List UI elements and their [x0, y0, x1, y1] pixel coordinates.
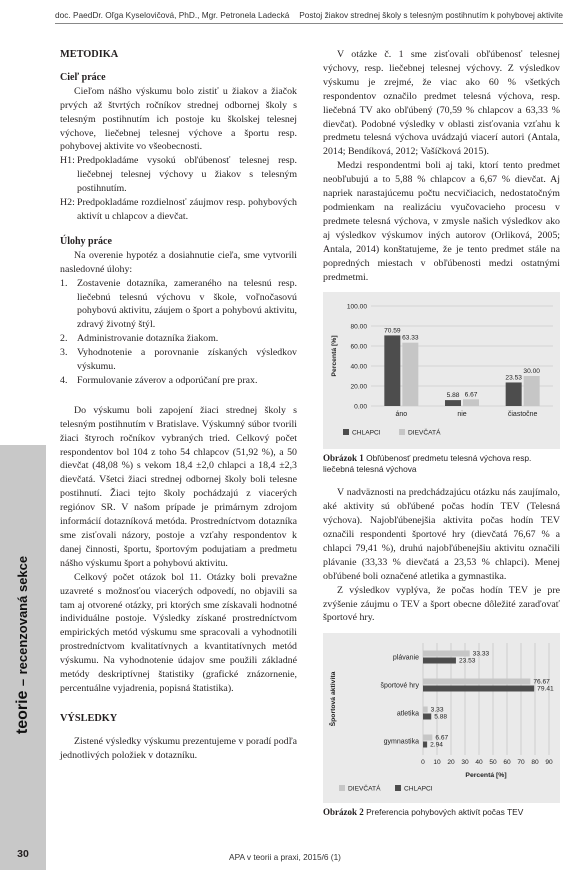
task-item — [60, 277, 297, 333]
legend-label: CHLAPCI — [352, 429, 381, 437]
tasks-intro: Na overenie hypotéz a dosiahnutie cieľa, sme vytvorili nasledovné úlohy: — [60, 249, 297, 275]
figure-2 — [323, 633, 560, 803]
task-item — [60, 346, 297, 374]
hypothesis-item — [60, 154, 297, 196]
figure-1-caption-text: Obľúbenosť predmetu telesná výchova resp. liečebná telesná výchova — [323, 453, 532, 475]
right-column — [323, 48, 560, 818]
sidebar-section: teorie — [14, 690, 31, 735]
bar-dievčatá — [463, 400, 479, 407]
x-tick-label: áno — [395, 411, 408, 419]
x-tick-label: 80 — [531, 759, 539, 767]
data-label: 6.67 — [435, 734, 449, 742]
data-label: 63.33 — [402, 335, 419, 343]
figure-1-label: Obrázok 1 — [323, 453, 364, 464]
activity-preference-chart — [323, 633, 560, 798]
header-authors: doc. PaedDr. Oľga Kyselovičová, PhD., Mgr. Petronela Ladecká — [55, 10, 290, 20]
x-tick-label: 10 — [433, 759, 441, 767]
tasks-heading: Úlohy práce — [60, 235, 112, 247]
bar-dievčatá — [402, 343, 418, 406]
page-footer: APA v teorii a praxi, 2015/6 (1) — [229, 852, 341, 862]
y-tick-label: športové hry — [380, 682, 419, 690]
figure-2-caption — [323, 807, 560, 818]
bar-chlapci — [423, 658, 456, 664]
x-axis-title: Percentá [%] — [465, 772, 507, 780]
hypothesis-key: H2: — [60, 197, 75, 209]
task-text: Formulovanie záverov a odporúčaní pre prax. — [77, 374, 258, 386]
legend-swatch — [399, 429, 405, 435]
pe-popularity-paragraph: V otázke č. 1 sme zisťovali obľúbenosť telesnej výchovy, resp. liečebnej telesnej výchovy. Z výsledkov výskumu je zrejmé, že viac ako 60 % všetkých respondentov označilo predmet telesná výchova, resp. liečebná TV ako obľúbený (70,59 % chlapcov a 63,33 % dievčat). Podobné výsledky v oblasti zisťovania vzťahu k predmetu telesná výchova uvádzajú viacerí autori (Antala, 2014; Bendíková, 2012; Vašíčková 2015). — [323, 49, 560, 158]
data-label: 70.59 — [384, 327, 401, 335]
activities-paragraph: V nadväznosti na predchádzajúcu otázku nás zaujímalo, aké aktivity sú obľúbené počas hodín TEV (Telesná výchova). Najobľúbenejšia aktivita počas hodín TEV označili respondenti športové hry (dievčatá 76,67 % a chlapci 79,41 %), druhú najobľúbenejšiu aktivitu označili plávanie (33,33 % dievčatá a 23,53 % chlapci). Menej obľúbené boli označené atletika a gymnastika. — [323, 487, 560, 582]
y-axis-title: Športová aktivita — [330, 671, 337, 727]
x-tick-label: 50 — [489, 759, 497, 767]
bar-chlapci — [384, 336, 400, 407]
sample-paragraph: Do výskumu boli zapojení žiaci strednej školy s telesným postihnutím v Bratislave. Výskumný súbor tvorili žiaci štyroch ročníkov vybraných tried. Celkový počet respondentov bol 104 z toho 54 chlapcov (51,92 %), a 50 dievčat (48,08 %) s vekom 18,4 ±2,0 chlapci a 18,4 ±2,3 dievčatá. Všetci žiaci strednej odbornej školy boli telesne postihnutí. Žiaci tejto školy pochádzajú z viacerých regiónov SR. V našom prípade je primárnym zdrojom informácií dotazníková metóda. Prostredníctvom dotazníka sme zisťovali názory, postoje a vzťahy respondentov k danej činnosti, športu, športovým podujatiam a predmetu nášho výskumu šport a pohybovú aktivitu. — [60, 404, 297, 569]
legend-swatch — [395, 785, 401, 791]
data-label: 6.67 — [464, 391, 478, 399]
data-label: 79.41 — [537, 685, 554, 693]
x-tick-label: čiastočne — [507, 411, 538, 419]
task-number: 2. — [60, 333, 68, 345]
results-paragraph: Zistené výsledky výskumu prezentujeme v poradí podľa jednotlivých položiek v dotazníku. — [60, 735, 297, 761]
legend-label: CHLAPCI — [404, 785, 433, 793]
y-tick-label: 100.00 — [346, 303, 367, 311]
section-sidebar — [0, 445, 46, 870]
bar-chlapci — [423, 686, 534, 692]
hypothesis-key: H1: — [60, 155, 75, 167]
running-header — [55, 8, 563, 24]
x-tick-label: 20 — [447, 759, 455, 767]
y-tick-label: 80.00 — [350, 323, 367, 331]
y-tick-label: gymnastika — [383, 738, 419, 746]
data-label: 5.88 — [434, 713, 448, 721]
legend-label: DIEVČATÁ — [348, 785, 381, 793]
left-column — [60, 48, 297, 763]
questions-paragraph: Celkový počet otázok bol 11. Otázky boli prevažne uzavreté s možnosťou viacerých odpovedí, no objavili sa tam aj otvorené otázky, pri ktorých sme získavali hodnotné individuálne postoje. Výsledky získané prostredníctvom empirických metód výskumu sme spracovali a vyhodnotili prostredníctvom kvalitatívnych a kvantitatívnych metód výskumu. Na vyhodnotenie údajov sme použili základné metódy deskriptívnej štatistiky (grafické znázornenie, percentuálne vyjadrenia, popisná štatistika). — [60, 571, 297, 694]
pe-popularity-chart — [323, 292, 560, 444]
hypothesis-item — [60, 196, 297, 224]
bar-dievčatá — [423, 707, 428, 713]
x-tick-label: nie — [457, 411, 467, 419]
bar-chlapci — [506, 383, 522, 407]
x-tick-label: 40 — [475, 759, 483, 767]
task-number: 4. — [60, 374, 68, 386]
conclusion-paragraph: Z výsledkov vyplýva, že počas hodín TEV je pre zvýšenie záujmu o TEV a šport obecne dôležité zaraďovať športové hry. — [323, 584, 560, 624]
figure-1 — [323, 292, 560, 449]
task-number: 1. — [60, 277, 68, 289]
bar-dievčatá — [423, 679, 530, 685]
results-heading: VÝSLEDKY — [60, 712, 118, 724]
data-label: 3.33 — [430, 706, 444, 714]
task-item — [60, 374, 297, 388]
page-number: 30 — [17, 848, 29, 860]
data-label: 2.94 — [430, 741, 443, 749]
hypothesis-text: Predpokladáme vysokú obľúbenosť telesnej resp. liečebnej telesnej výchovy u žiakov s telesným postihnutím. — [77, 155, 297, 195]
task-item — [60, 332, 297, 346]
y-tick-label: 40.00 — [350, 363, 367, 371]
bar-dievčatá — [423, 735, 432, 741]
figure-2-caption-text: Preferencia pohybových aktivít počas TEV — [366, 807, 524, 818]
data-label: 76.67 — [533, 678, 550, 686]
x-tick-label: 60 — [503, 759, 511, 767]
data-label: 23.53 — [458, 657, 476, 665]
task-number: 3. — [60, 347, 68, 359]
sidebar-subsection: recenzovaná sekce — [15, 555, 30, 675]
y-tick-label: atletika — [396, 710, 419, 718]
header-title: Postoj žiakov strednej školy s telesným postihnutím k pohybovej aktivite — [299, 10, 563, 20]
data-label: 5.88 — [446, 392, 460, 400]
y-axis-title: Percentá [%] — [331, 335, 338, 377]
figure-1-caption — [323, 453, 560, 475]
task-text: Zostavenie dotazníka, zameraného na telesnú resp. liečebnú telesnú výchovu v škole, voľnočasovú pohybovú aktivitu, záujem o šport a pohybovú aktivitu, zdravý životný štýl. — [77, 277, 297, 331]
y-tick-label: 60.00 — [350, 343, 367, 351]
hypothesis-text: Predpokladáme rozdielnosť záujmov resp. pohybových aktivít u chlapcov a dievčat. — [77, 197, 297, 222]
bar-chlapci — [423, 714, 431, 720]
sidebar-separator: – — [15, 678, 30, 687]
bar-dievčatá — [524, 376, 540, 406]
tasks-list — [60, 277, 297, 388]
x-tick-label: 70 — [517, 759, 525, 767]
y-tick-label: 0.00 — [354, 403, 367, 411]
data-label: 23.53 — [505, 374, 522, 382]
x-tick-label: 0 — [421, 759, 425, 767]
bar-chlapci — [445, 401, 461, 407]
x-tick-label: 30 — [461, 759, 469, 767]
legend-label: DIEVČATÁ — [408, 429, 441, 437]
data-label: 30.00 — [523, 368, 540, 376]
legend-swatch — [339, 785, 345, 791]
bar-chlapci — [423, 742, 427, 748]
goal-heading: Cieľ práce — [60, 71, 106, 83]
goal-paragraph: Cieľom nášho výskumu bolo zistiť u žiakov a žiačok prvých až štvrtých ročníkov strednej odbornej školy s telesným postihnutím ich postoje ku školskej telesnej výchove, liečebnej telesnej výchove a športu resp. pohybovej aktivite vo všeobecnosti. — [60, 85, 297, 153]
task-text: Vyhodnotenie a porovnanie získaných výsledkov výskumu. — [77, 347, 297, 373]
figure-2-label: Obrázok 2 — [323, 807, 364, 818]
pe-dislike-paragraph: Medzi respondentmi boli aj taki, ktorí tento predmet neobľubujú a to 5,88 % chlapcov a 6,67 % dievčat. Aj napriek narastajúcemu počtu necvičiacich, nedostatočným podmienkam na realizáciu vyučovacieho procesu v predmete telesná výchova, v zmysle našich výsledkov ako aj výsledkov výskumov iných autorov (Orliková, 2005; Antala, 2014) konštatujeme, že je tento predmet stále na popredných miestach v obľúbenosti medzi ostatnými predmetmi. — [323, 160, 560, 283]
sidebar-section-label — [14, 556, 32, 734]
task-text: Administrovanie dotazníka žiakom. — [77, 333, 219, 345]
bar-dievčatá — [423, 651, 470, 657]
y-tick-label: plávanie — [392, 654, 419, 662]
y-tick-label: 20.00 — [350, 383, 367, 391]
legend-swatch — [343, 429, 349, 435]
data-label: 33.33 — [472, 650, 490, 658]
x-tick-label: 90 — [545, 759, 553, 767]
methodology-heading: METODIKA — [60, 49, 119, 60]
